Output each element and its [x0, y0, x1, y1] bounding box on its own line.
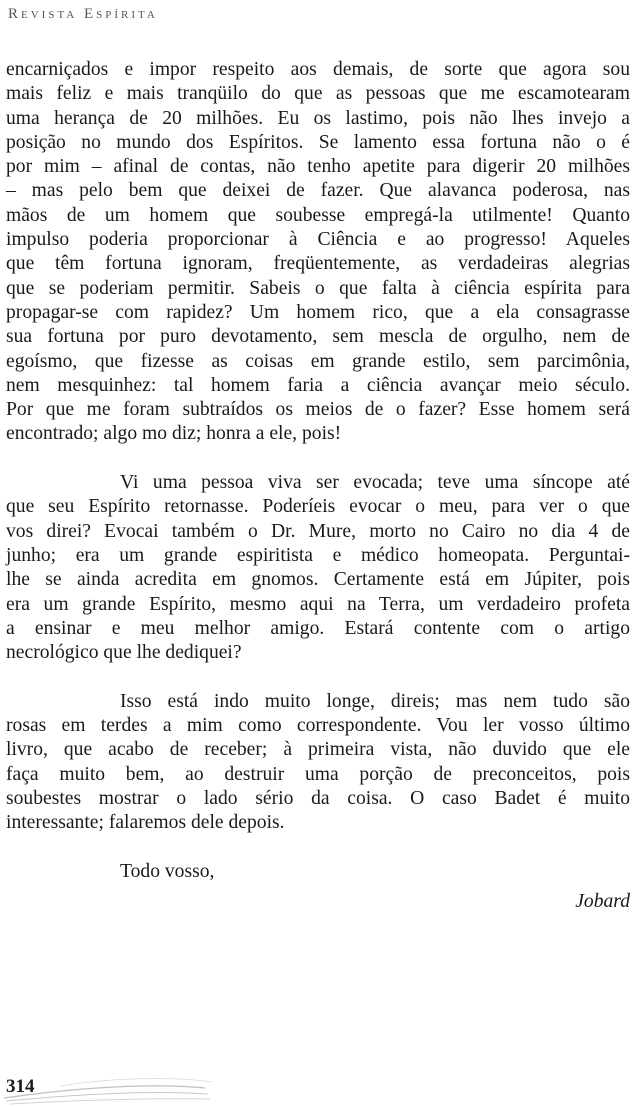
text-line: mais feliz e mais tranqüilo do que as pessoas que me escamotearam — [6, 83, 630, 105]
text-line: egoísmo, que fizesse as coisas em grande estilo, sem parcimônia, — [6, 350, 630, 372]
text-line: a ensinar e meu melhor amigo. Estará contente com o artigo — [6, 617, 630, 639]
paragraph-3 — [6, 690, 630, 836]
text-line: uma herança de 20 milhões. Eu os lastimo, pois não lhes invejo a — [6, 107, 630, 129]
text-line: livro, que acabo de receber; à primeira vista, não duvido que ele — [6, 739, 630, 761]
text-line: – mas pelo bem que deixei de fazer. Que alavanca poderosa, nas — [6, 180, 630, 202]
text-line: que se poderiam permitir. Sabeis o que falta à ciência espírita para — [6, 277, 630, 299]
text-line: posição no mundo dos Espíritos. Se lamento essa fortuna não o é — [6, 131, 630, 153]
text-line: junho; era um grande espiritista e médico homeopata. Perguntai- — [6, 544, 630, 566]
text-line: era um grande Espírito, mesmo aqui na Terra, um verdadeiro profeta — [6, 593, 630, 615]
text-line: propagar-se com rapidez? Um homem rico, que a ela consagrasse — [6, 301, 630, 323]
text-line: rosas em terdes a mim como correspondente. Vou ler vosso último — [6, 715, 630, 737]
running-head: Revista Espírita — [8, 6, 158, 22]
text-line: impulso poderia proporcionar à Ciência e ao progresso! Aqueles — [6, 229, 630, 251]
text-line: encarniçados e impor respeito aos demais, de sorte que agora sou — [6, 59, 630, 80]
signature: Jobard — [575, 891, 630, 913]
paragraph-1 — [6, 58, 630, 447]
text-line: interessante; falaremos dele depois. — [6, 812, 285, 834]
text-line: encontrado; algo mo diz; honra a ele, pois! — [6, 423, 342, 445]
text-line: que seu Espírito retornasse. Poderíeis evocar o meu, para ver o que — [6, 496, 630, 518]
text-line: nem mesquinhez: tal homem faria a ciência avançar meio século. — [6, 374, 630, 396]
text-line: soubestes mostrar o lado sério da coisa. O caso Badet é muito — [6, 787, 630, 809]
page-number: 314 — [6, 1076, 35, 1097]
text-line: sua fortuna por puro devotamento, sem mescla de orgulho, nem de — [6, 326, 630, 348]
text-line: por mim – afinal de contas, não tenho apetite para digerir 20 milhões — [6, 156, 630, 178]
text-line: mãos de um homem que soubesse empregá-la utilmente! Quanto — [6, 204, 630, 226]
text-line: faça muito bem, ao destruir uma porção de preconceitos, pois — [6, 763, 630, 785]
text-line: necrológico que lhe dediquei? — [6, 642, 242, 664]
text-line: Por que me foram subtraídos os meios de o fazer? Esse homem será — [6, 399, 630, 421]
text-line: Vi uma pessoa viva ser evocada; teve uma síncope até — [120, 472, 630, 494]
text-line: vos direi? Evocai também o Dr. Mure, morto no Cairo no dia 4 de — [6, 520, 630, 542]
paragraph-2 — [6, 471, 630, 665]
text-line: Isso está indo muito longe, direis; mas nem tudo são — [120, 690, 630, 712]
letter-body — [6, 58, 630, 914]
closing-salutation: Todo vosso, — [120, 860, 215, 882]
text-line: que têm fortuna ignoram, freqüentemente, as verdadeiras alegrias — [6, 253, 630, 275]
text-line: lhe se ainda acredita em gnomos. Certamente está em Júpiter, pois — [6, 569, 630, 591]
